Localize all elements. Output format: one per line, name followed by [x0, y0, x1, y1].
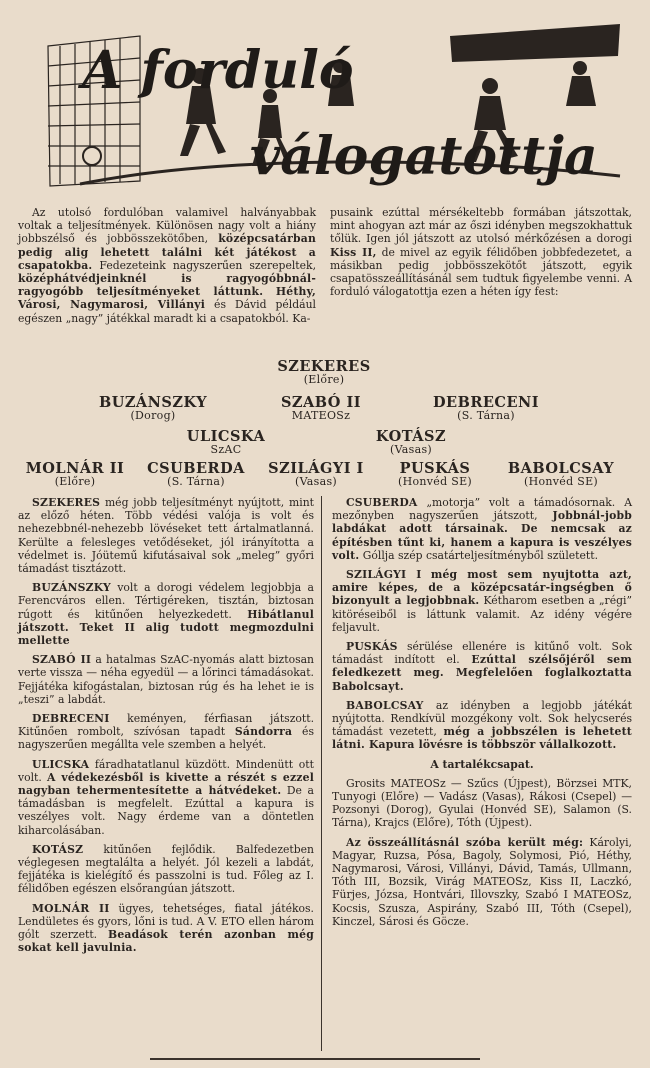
player-left-wing: BABOLCSAY (Honvéd SE)	[507, 460, 615, 488]
player-left-inside: PUSKÁS (Honvéd SE)	[397, 460, 472, 488]
player-reviews-left	[18, 496, 314, 961]
review-paragraph: MOLNÁR II ügyes, tehetséges, fiatal játékos. Lendületes és gyors, lőni is tud. A V. ETO ellen három gólt szerzett. Beadások terén azonban még sokat kell javulnia.	[18, 901, 314, 955]
player-right-half: ULICSKA SzAC	[186, 428, 266, 456]
player-left-back: DEBRECENI (S. Tárna)	[432, 394, 540, 422]
reserves-paragraph: Grosits MATEOSz — Szűcs (Újpest), Börzsei MTK, Tunyogi (Előre) — Vadász (Vasas), Rákosi (Csepel) — Pozsonyi (Dorog), Gyulai (Honvéd SE), Salamon (S. Tárna), Krajcs (Előre), Tóth (Újpest).	[332, 776, 632, 830]
review-paragraph: BUZÁNSZKY volt a dorogi védelem legjobbja a Ferencváros ellen. Tértigéreken, tisztán, biztosan rúgott és kitűnően helyezkedett. Hibátlanul játszott. Teket II alig tudott megmozdulni mellette	[18, 581, 314, 648]
review-paragraph: BABOLCSAY az idényben a legjobb játékát nyújtotta. Rendkívül mozgékony volt. Sok helycserés támadást vezetett, még a jobbszélen is lehetett látni. Kapura lövésre is többször vállalkozott.	[332, 698, 632, 752]
player-reviews-right	[332, 496, 632, 934]
intro-right-column	[330, 206, 632, 304]
player-left-half: KOTÁSZ (Vasas)	[375, 428, 447, 456]
player-center-forward: SZILÁGYI I (Vasas)	[268, 460, 364, 488]
review-paragraph: DEBRECENI keményen, férfiasan játszott. Kitűnően rombolt, szívósan tapadt Sándorra és nagyszerűen megállta vele szemben a helyét.	[18, 712, 314, 752]
player-goalkeeper: SZEKERES (Előre)	[277, 358, 371, 386]
review-paragraph: SZEKERES még jobb teljesítményt nyújtott, mint az előző héten. Több védési valója is volt és nehezebbnél-nehezebb lövéseket tett ártalmatlanná. Kerülte a felesleges vetődéseket, jól irányította a védelmet is. Jóütemű kifutásaival sok „meleg” győri támadást tisztázott.	[18, 496, 314, 576]
review-paragraph: PUSKÁS sérülése ellenére is kitűnő volt. Sok támadást indított el. Ezúttal szélsőjéről sem feledkezett meg. Megfelelően foglalkoztatta Babolcsayt.	[332, 640, 633, 693]
intro-left-paragraph: Az utolsó fordulóban valamivel halványabbak voltak a teljesítmények. Különösen nagy volt a hiány jobbszélső és jobbösszekötőben, középcsatárban pedig alig lehetett találni két játékost a csapatokba. Fedezeteink nagyszerűen szerepeltek, középhátvédjeinknél is ragyogóbbnál-ragyogóbb teljesítményeket láttunk. Héthy, Városi, Nagymarosi, Villányi és Dávid például egészen „nagy” játékkal maradt ki a csapatokból. Ka-	[18, 206, 317, 325]
player-right-inside: CSUBERDA (S. Tárna)	[147, 460, 245, 488]
team-lineup	[16, 358, 632, 492]
player-right-wing: MOLNÁR II (Előre)	[25, 460, 125, 488]
review-paragraph: ULICSKA fáradhatatlanul küzdött. Mindenütt ott volt. A védekezésből is kivette a részét s ezzel nagyban tehermentesítette a hátvédeket. De a támadásban is megfelelt. Ezúttal a kapura is veszélyes volt. Nagy érdeme van a döntetlen kiharcolásában.	[18, 757, 314, 837]
player-center-back: SZABÓ II MATEOSz	[280, 394, 362, 422]
intro-right-paragraph: pusaink ezúttal mérsékeltebb formában játszottak, mint ahogyan azt már az őszi idényben megszokhattuk tőlük. Igen jól játszott az utolsó mérkőzésen a dorogi Kiss II, de mivel az egyik félidőben jobbfedezetet, a másikban pedig jobbösszekötőt játszott, egyik csapatösszeállításánál sem tudtuk figyelembe venni. A forduló válogatottja ezen a héten így fest:	[330, 206, 632, 299]
player-right-back: BUZÁNSZKY (Dorog)	[98, 394, 208, 422]
title-artwork	[20, 6, 632, 196]
review-paragraph: CSUBERDA „motorja” volt a támadósornak. A mezőnyben nagyszerűen játszott, Jobbnál-jobb labdákat adott társainak. De nemcsak az építésben tűnt ki, hanem a kapura is veszélyes volt. Góllja szép csatárteljesítményből született.	[332, 496, 632, 562]
reserves-heading: A tartalékcsapat.	[430, 757, 534, 771]
review-paragraph: SZABÓ II a hatalmas SzAC-nyomás alatt biztosan verte vissza — néha egyedül — a lőrinci támadásokat. Fejjátéka kifogástalan, biztosan rúg és ha lehet ie is „teszi” a labdát.	[18, 653, 315, 706]
ball-icon	[83, 147, 101, 165]
title-line2: válogatottja	[250, 126, 598, 187]
title-line1: A forduló	[82, 40, 354, 101]
review-paragraph: SZILÁGYI I még most sem nyujtotta azt, amire képes, de a középcsatár-ingségben ő bizonyult a legjobbnak. Kétharom esetben a „régi” kitöréseiből is láttunk valamit. Az idény végére feljavult.	[332, 568, 632, 634]
bottom-rule	[150, 1058, 480, 1060]
header-illustration	[20, 6, 632, 196]
column-divider	[321, 496, 322, 1051]
review-paragraph: KOTÁSZ kitűnően fejlődik. Balfedezetben véglegesen megtalálta a helyét. Jól kezeli a labdát, fejjátéka is kielégítő és passzolni is tud. Főleg az I. félidőben egészen elsőrangúan játszott.	[18, 842, 314, 896]
banner-shape	[450, 24, 620, 62]
intro-left-column	[18, 206, 316, 331]
considered-paragraph: Az összeállításnál szóba került még: Károlyi, Magyar, Ruzsa, Pósa, Bagoly, Solymosi, Pió, Héthy, Nagymarosi, Városi, Villányi, Dávid, Tamás, Ullmann, Tóth III, Bozsik, Virág MATEOSz, Kiss II, Laczkó, Fürjes, Józsa, Hontvári, Illovszky, Szabó I MATEOSz, Kocsis, Szusza, Aspirány, Szabó III, Tóth (Csepel), Kinczel, Sárosi és Göcze.	[332, 835, 632, 928]
